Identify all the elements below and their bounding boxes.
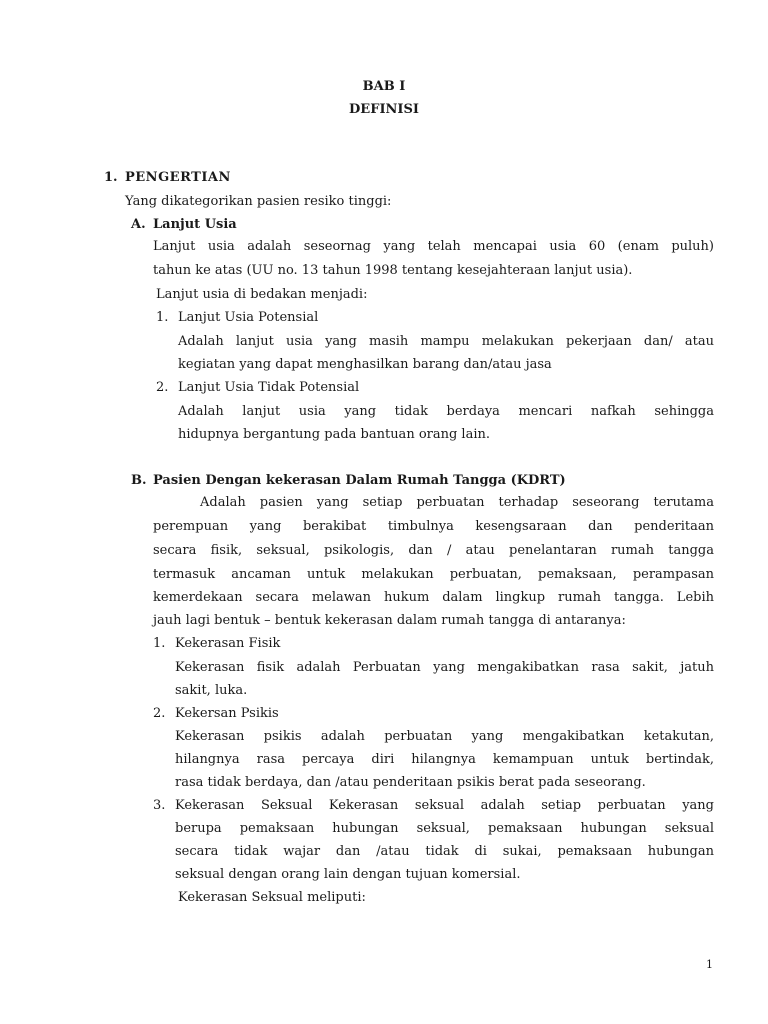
list-number: 1. <box>153 636 166 651</box>
paragraph-line: jauh lagi bentuk – bentuk kekerasan dalam rumah tangga di antaranya: <box>153 613 626 628</box>
paragraph-line: kemerdekaan secara melawan hukum dalam lingkup rumah tangga. Lebih <box>153 590 714 605</box>
list-item-text: seksual dengan orang lain dengan tujuan komersial. <box>175 867 521 882</box>
list-item-text: Kekerasan fisik adalah Perbuatan yang mengakibatkan rasa sakit, jatuh <box>175 660 714 675</box>
list-item-text: Adalah lanjut usia yang tidak berdaya mencari nafkah sehingga <box>178 404 714 419</box>
subsection-letter-b: B. <box>131 473 147 488</box>
list-item-text: hidupnya bergantung pada bantuan orang lain. <box>178 427 491 442</box>
list-item-title: Lanjut Usia Tidak Potensial <box>178 380 360 395</box>
list-number: 3. <box>153 798 166 813</box>
list-number: 2. <box>156 380 169 395</box>
list-item-text: berupa pemaksaan hubungan seksual, pemaksaan hubungan seksual <box>175 821 714 836</box>
section-number: 1. <box>104 170 118 185</box>
list-item-text: secara tidak wajar dan /atau tidak di sukai, pemaksaan hubungan <box>175 844 714 859</box>
list-item-text: hilangnya rasa percaya diri hilangnya kemampuan untuk bertindak, <box>175 752 714 767</box>
list-item-text: kegiatan yang dapat menghasilkan barang dan/atau jasa <box>178 357 552 372</box>
list-item-title: Lanjut Usia Potensial <box>178 310 319 325</box>
list-item-text: rasa tidak berdaya, dan /atau penderitaan psikis berat pada seseorang. <box>175 775 646 790</box>
list-item-title: Kekerasan Fisik <box>175 636 281 651</box>
list-number: 1. <box>156 310 169 325</box>
section-heading: PENGERTIAN <box>125 170 231 185</box>
list-item-text: Kekerasan Seksual Kekerasan seksual adalah setiap perbuatan yang <box>175 798 714 813</box>
paragraph-line: perempuan yang berakibat timbulnya kesengsaraan dan penderitaan <box>153 519 714 534</box>
list-item-text: Kekerasan psikis adalah perbuatan yang mengakibatkan ketakutan, <box>175 729 714 744</box>
chapter-subtitle: DEFINISI <box>349 102 419 117</box>
paragraph-line: termasuk ancaman untuk melakukan perbuatan, pemaksaan, perampasan <box>153 567 714 582</box>
list-item-text: sakit, luka. <box>175 683 248 698</box>
list-number: 2. <box>153 706 166 721</box>
paragraph-line: tahun ke atas (UU no. 13 tahun 1998 tentang kesejahteraan lanjut usia). <box>153 263 633 278</box>
subsection-heading-a: Lanjut Usia <box>153 217 237 232</box>
paragraph-line: Adalah pasien yang setiap perbuatan terhadap seseorang terutama <box>200 495 714 510</box>
paragraph-line: Lanjut usia adalah seseornag yang telah mencapai usia 60 (enam puluh) <box>153 239 714 254</box>
paragraph-line: secara fisik, seksual, psikologis, dan / atau penelantaran rumah tangga <box>153 543 714 558</box>
list-item-text: Adalah lanjut usia yang masih mampu melakukan pekerjaan dan/ atau <box>178 334 714 349</box>
chapter-title: BAB I <box>362 79 406 94</box>
subsection-heading-b: Pasien Dengan kekerasan Dalam Rumah Tangga (KDRT) <box>153 473 566 488</box>
paragraph-line: Lanjut usia di bedakan menjadi: <box>156 287 368 302</box>
subsection-letter-a: A. <box>131 217 146 232</box>
list-item-text: Kekerasan Seksual meliputi: <box>178 890 366 905</box>
list-item-title: Kekersan Psikis <box>175 706 279 721</box>
page-number: 1 <box>706 958 713 971</box>
section-intro: Yang dikategorikan pasien resiko tinggi: <box>125 194 392 209</box>
